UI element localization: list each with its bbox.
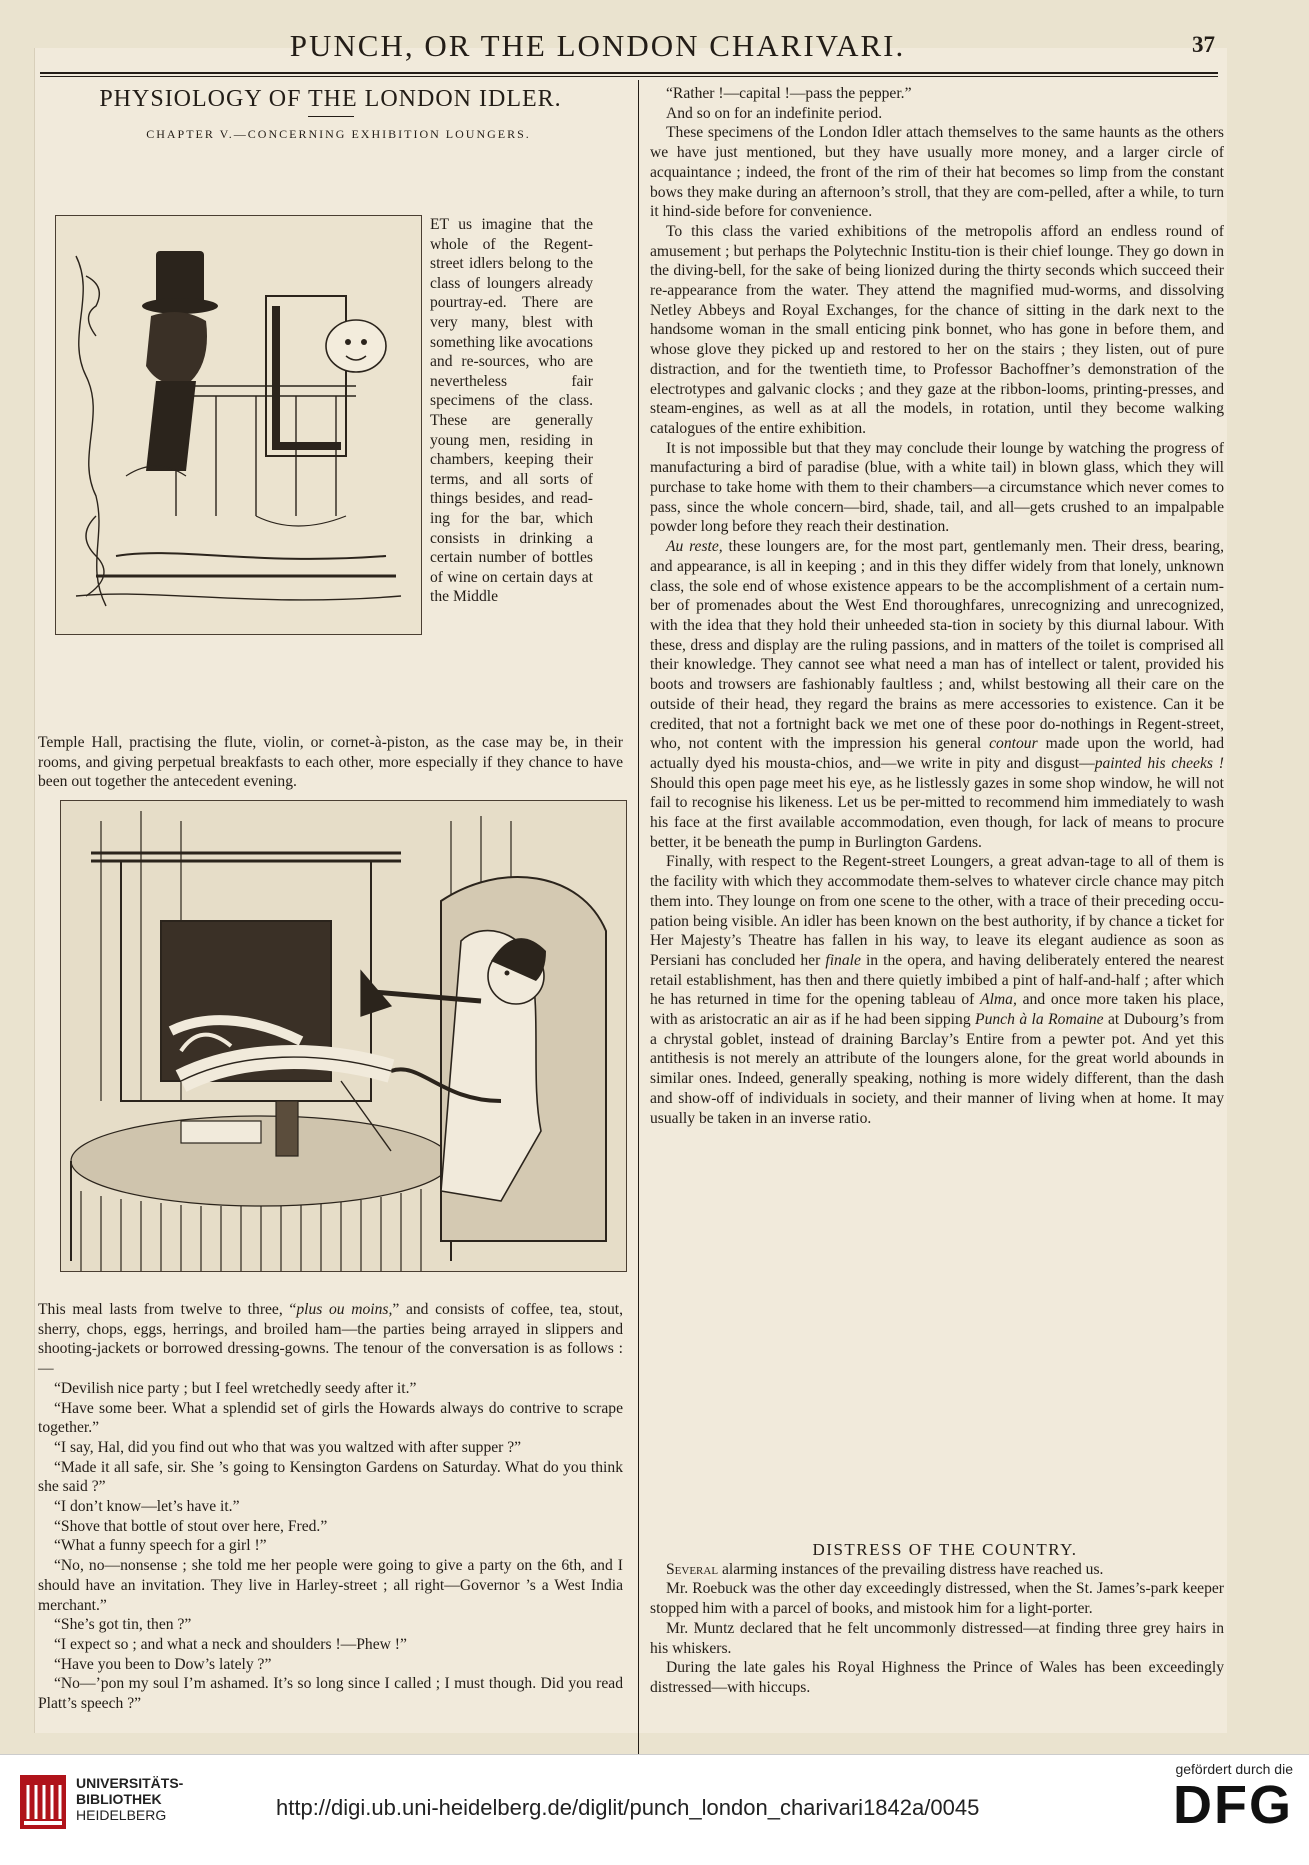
left-column-text-1 <box>38 733 623 792</box>
contour-italic: contour <box>989 735 1038 753</box>
funded-by-text: gefördert durch die <box>1175 1761 1293 1777</box>
meal-text-italic: plus ou moins, <box>296 1301 393 1318</box>
distress-text: alarming instances of the prevailing distress have reached us. <box>718 1560 1104 1578</box>
paragraph-au-reste <box>650 537 1224 852</box>
dialogue-line: “Devilish nice party ; but I feel wretchedly seedy after it.” <box>54 1379 417 1397</box>
au-reste-italic: Au reste, <box>666 538 723 556</box>
opening-paragraph: ET us imagine that the whole of the Regent-street idlers belong to the class of loungers already pourtray-ed. There are very many, blest with something like avocations and re-sources, who are nevertheless fair specimens of the class. These are generally young men, residing in chambers, keeping their terms, and all sorts of things besides, and read-ing for the bar, which consists in drinking a certain number of bottles of wine on certain days at the Middle <box>430 216 593 606</box>
finally-text-c: and once more taken his place, with as aristocratic an air as if he had been sipping <box>650 991 1224 1029</box>
running-header <box>40 28 1215 68</box>
article-heading: PHYSIOLOGY OF THE LONDON IDLER. <box>99 86 562 112</box>
distress-item: During the late gales his Royal Highness the Prince of Wales has been exceedingly distressed—with hiccups. <box>650 1659 1224 1696</box>
dialogue-line: “Have you been to Dow’s lately ?” <box>54 1655 272 1673</box>
fireplace-cornet-player-illustration <box>60 800 627 1272</box>
punch-romaine-italic: Punch à la Romaine <box>975 1011 1104 1029</box>
paragraph-meal <box>38 1300 623 1379</box>
au-reste-text-b: made upon the world, had actually dyed his mousta-chios, and—we write in pity and disgust— <box>650 735 1224 772</box>
dialogue-line: “No, no—nonsense ; she told me her people were going to give a party on the 6th, and I should have an invitation. They live in Harley-street ; all right—Governor ’s a West India merchant.” <box>38 1557 623 1614</box>
permalink-url[interactable]: http://digi.ub.uni-heidelberg.de/diglit/punch_london_charivari1842a/0045 <box>276 1795 980 1820</box>
au-reste-text-c: Should this open page meet his eye, as he listlessly gazes in some shop window, he will not fail to recognise his likeness. Let us be per-mitted to recommend him immediately to wash his face at the first available accommodation, even though, for lack of means to procure better, it be beneath the pump in Burlington Gardens. <box>650 774 1224 851</box>
distress-item <box>650 1560 1224 1580</box>
page-number: 37 <box>1192 32 1215 57</box>
dialogue-line: “What a funny speech for a girl !” <box>54 1537 267 1555</box>
dropcap-text-column <box>430 215 593 607</box>
paragraph-bird-of-paradise: It is not impossible but that they may conclude their lounge by watching the progress of manufacturing a bird of paradise (blue, with a white tail) in blown glass, which they will purchase to take home with them to their chambers—a circumstance which never comes to pass, since the whole concern—bird, shade, tail, and all—gets crushed to an impalpable powder long before they reach their destination. <box>650 439 1224 536</box>
meal-text-b: ” and consists of coffee, tea, stout, sherry, chops, eggs, herrings, and broiled ham—the parties being arrayed in slippers and shooting-jackets or borrowed dressing-gowns. The tenour of the conversation is as follows :— <box>38 1301 623 1378</box>
distress-item: Mr. Muntz declared that he felt uncommonly distressed—at finding three grey hairs in his whiskers. <box>650 1619 1224 1657</box>
distress-heading: DISTRESS OF THE COUNTRY. <box>812 1540 1078 1559</box>
finally-text-d: at Dubourg’s from a chrystal goblet, instead of draining Barclay’s Entire from a pewter pot. And yet this antithesis is not merely an attribute of the loungers alone, for the great world abounds in similar ones. Indeed, generally speaking, nothing is more widely different, than the dash and show-off of individuals in society, and their manner of living when at home. It may usually be taken in an inverse ratio. <box>650 1011 1224 1127</box>
university-library-logo[interactable] <box>20 1769 184 1839</box>
header-rule-thin <box>40 76 1218 77</box>
paragraph-finally <box>650 852 1224 1128</box>
library-name-line: BIBLIOTHEK <box>76 1791 162 1807</box>
dialogue-line: “She’s got tin, then ?” <box>54 1616 192 1634</box>
dfg-logo: DFG <box>1173 1775 1293 1835</box>
dialogue-line: “I don’t know—let’s have it.” <box>54 1498 240 1516</box>
dialogue-line: “Rather !—capital !—pass the pepper.” <box>666 85 912 102</box>
distress-section <box>650 1540 1224 1698</box>
dialogue-line: “No—’pon my soul I’m ashamed. It’s so long since I called ; I must though. Did you read Platt’s speech ?” <box>38 1675 623 1713</box>
finally-text-a: Finally, with respect to the Regent-street Loungers, a great advan-tage to all of them is the facility with which they accommodate them-selves to whatever circle chance may pitch them into. They lounge on from one scene to the other, with a trace of their preceding occu-pation being visible. An idler has been known on the best authority, if by chance a ticket for Her Majesty’s Theatre has fallen in his way, to leave its elegant audience as soon as Persiani has concluded her <box>650 853 1224 969</box>
left-column-text-2 <box>38 1300 623 1714</box>
distress-item: Mr. Roebuck was the other day exceedingly distressed, when the St. James’s-park keeper stopped him with a parcel of books, and mistook him for a light-porter. <box>650 1580 1224 1618</box>
heading-rule <box>308 116 354 117</box>
several-smallcaps: Several <box>666 1560 719 1578</box>
dfg-funding[interactable] <box>1173 1761 1293 1833</box>
header-rule <box>40 72 1218 74</box>
finally-text-b: in the opera, and having deliberately entered the nearest retail establishment, has then and there quietly imbibed a pint of half-and-half ; after which he has returned in time for the opening tableau of <box>650 951 1224 1009</box>
digitization-footer <box>0 1754 1309 1865</box>
paragraph-breakfasts: Temple Hall, practising the flute, violin, or cornet-à-piston, as the case may be, in their rooms, and giving perpetual breakfasts to each other, more especially if they chance to have been out together the antecedent evening. <box>38 734 623 791</box>
dialogue-line: “Have some beer. What a splendid set of girls the Howards always do contrive to scrape together.” <box>38 1399 623 1437</box>
column-divider <box>638 80 639 1830</box>
paragraph-specimens: These specimens of the London Idler attach themselves to the same haunts as the others we have just mentioned, but they have usually more money, and a larger circle of acquaintance ; indeed, the front of the rim of their hat becomes so limp from the constant bows they make during an afternoon’s stroll, that they are com-pelled, after a while, to turn it hind-side before for convenience. <box>650 124 1224 221</box>
right-column <box>650 84 1224 1128</box>
library-name-line: HEIDELBERG <box>76 1807 167 1823</box>
dialogue-line: “I expect so ; and what a neck and shoulders !—Phew !” <box>54 1635 407 1653</box>
dialogue-line: “Shove that bottle of stout over here, Fred.” <box>54 1517 328 1535</box>
finale-italic: finale <box>825 951 861 969</box>
library-name-line: UNIVERSITÄTS- <box>76 1775 184 1791</box>
paragraph-exhibitions: To this class the varied exhibitions of the metropolis afford an endless round of amusement ; but perhaps the Polytechnic Institu-tion is their chief lounge. They go down in the diving-bell, for the sake of being lionized during the thirty seconds which succeed their re-appearance from the water. They attend the magnified mud-worms, and dissolving Netley Abbeys and Royal Exchanges, for the chance of sitting in the dark next to the handsome woman in the small enticing pink bonnet, who has gone in before them, and whose glove they picked up and restored to her on the stairs ; they listen, out of pure distraction, and for the twentieth time, to Professor Bachoffner’s demonstration of the electrotypes and galvanic clocks ; and they gaze at the ribbon-looms, printing-presses, and steam-engines, as well as at all the models, in rotation, until they become walking catalogues of the entire exhibition. <box>650 222 1224 437</box>
dialogue-line: And so on for an indefinite period. <box>666 104 883 122</box>
meal-text-a: This meal lasts from twelve to three, “ <box>38 1301 297 1318</box>
left-column <box>38 86 623 144</box>
alma-italic: Alma, <box>980 991 1017 1009</box>
au-reste-text-a: these loungers are, for the most part, gentlemanly men. Their dress, bearing, and appearance, is all in keeping ; and in this they differ widely from that lonely, unknown class, the sole end of whose existence appears to be the accomplishment of a certain num-ber of promenades about the West End thoroughfares, unrecognizing and unrecognized, with the idea that they hold their unheeded sta-tion in society by this diurnal labour. With these, dress and display are the ruling passions, and in matters of the toilet is comprised all their knowledge. They cannot see what need a man has of intellect or talent, provided his boots and trowsers are fashionably faultless ; and, whilst bestowing all their care on the outside of their head, they regard the brains as mere accessories to existence. Can it be credited, that not a fortnight back we met one of these poor do-nothings in Regent-street, who, not content with the impression his general <box>650 538 1224 753</box>
painted-cheeks-italic: painted his cheeks ! <box>1094 754 1224 772</box>
library-crest-icon <box>20 1775 66 1829</box>
dialogue-line: “Made it all safe, sir. She ’s going to Kensington Gardens on Saturday. What do you think she said ?” <box>38 1458 623 1496</box>
chapter-heading: CHAPTER V.—CONCERNING EXHIBITION LOUNGERS. <box>146 126 531 141</box>
journal-title: PUNCH, OR THE LONDON CHARIVARI. <box>289 28 906 63</box>
initial-letter-l-illustration <box>55 215 422 635</box>
dialogue-line: “I say, Hal, did you find out who that was you waltzed with after supper ?” <box>54 1438 522 1456</box>
